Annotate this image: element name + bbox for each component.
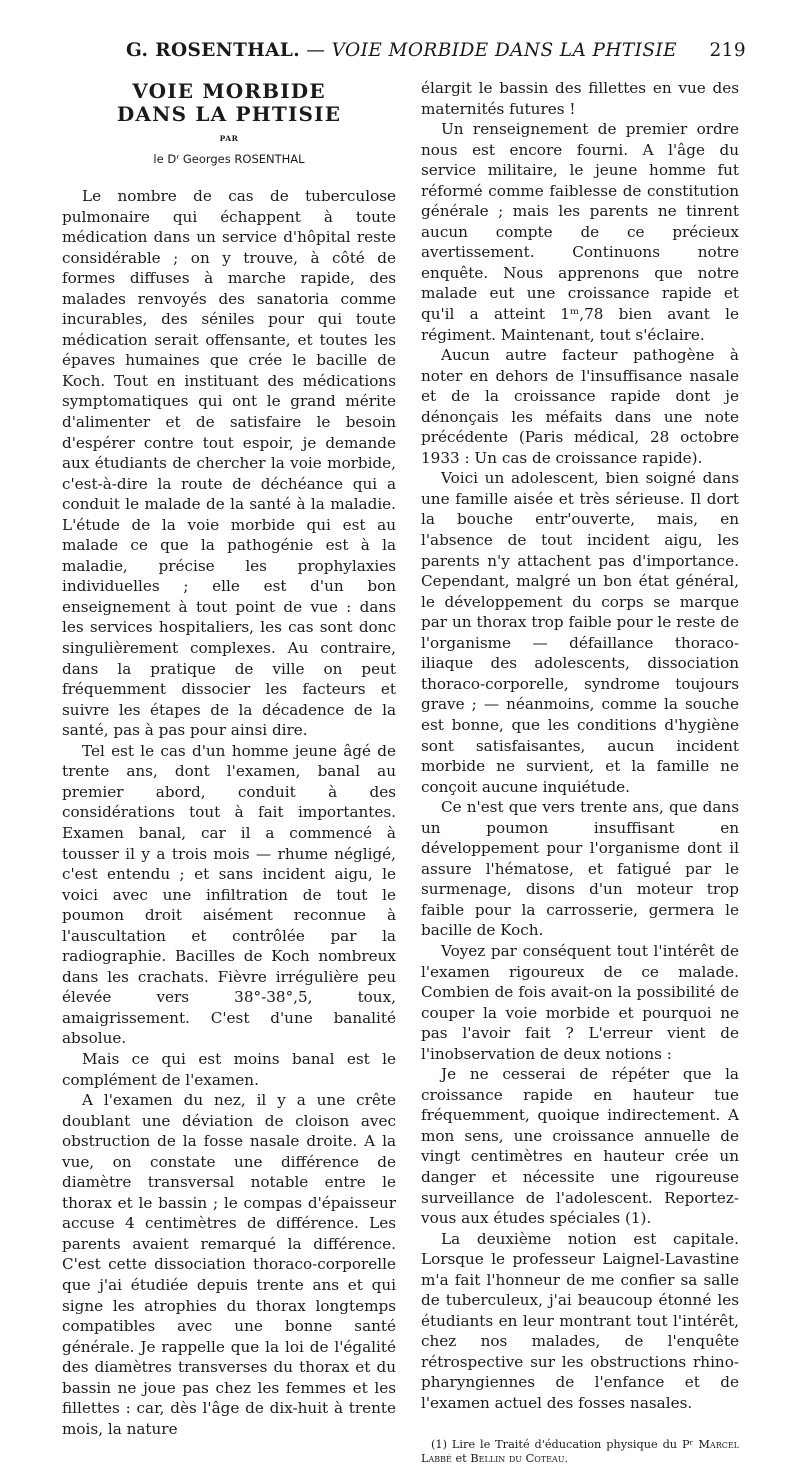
footnote-end: . — [564, 1452, 569, 1466]
paragraph: Ce n'est que vers trente ans, que dans un poumon insuffisant en développement pour l'organisme dont il assure l'hématose, et fatigué par le surmenage, disons d'un moteur trop faible pour la carrosserie, germera le bacille de Koch. — [421, 798, 739, 940]
paragraph: Voyez par conséquent tout l'intérêt de l'examen rigoureux de ce malade. Combien de fois avait-on la possibilité de couper la voie morbide et pourquoi ne pas l'avoir fait ? L'erreur vient de l'inobservation de deux notions : — [421, 941, 739, 1063]
paragraph: Un renseignement de premier ordre nous est encore fourni. A l'âge du service militaire, le jeune homme fut réformé comme faiblesse de constitution générale ; mais les parents ne tinrent aucun compte de ce précieux avertissement. Continuons notre enquête. Nous apprenons que notre malade eut une croissance rapide et qu'il a atteint 1ᵐ,78 bien avant le régiment. Maintenant, tout s'éclaire. — [421, 120, 739, 344]
paragraph: Voici un adolescent, bien soigné dans une famille aisée et très sérieuse. Il dort la bouche entr'ouverte, mais, en l'absence de tout incident aigu, les parents n'y attachent pas d'importance. Cependant, malgré un bon état général, le développement du corps se marque par un thorax trop faible pour le reste de l'organisme — défaillance thoraco-iliaque des adolescents, dissociation thoraco-corporelle, syndrome toujours grave ; — néanmoins, comme la souche est bonne, que les conditions d'hygiène sont satisfaisantes, aucun incident morbide ne survient, et la famille ne conçoit aucune inquiétude. — [421, 469, 739, 796]
paragraph: Je ne cesserai de répéter que la croissance rapide en hauteur tue fréquemment, quoique indirectement. A mon sens, une croissance annuelle de vingt centimètres en hauteur crée un danger et nécessite une rigoureuse surveillance de l'adolescent. Reportez-vous aux études spéciales (1). — [421, 1065, 739, 1228]
paragraph: La deuxième notion est capitale. Lorsque le professeur Laignel-Lavastine m'a fait l'honneur de me confier sa salle de tuberculeux, j'ai beaucoup étonné les étudiants en leur montrant tout l'intérêt, chez nos malades, de l'enquête rétrospective sur les obstructions rhino-pharyngiennes de l'enfance et de l'examen actuel des fosses nasales. — [421, 1229, 739, 1412]
byline-par: PAR — [219, 134, 239, 143]
footnote-marker: (1) — [431, 1437, 448, 1451]
left-column — [62, 78, 396, 1439]
article-title-line-1: VOIE MORBIDE — [132, 79, 326, 103]
paragraph: Mais ce qui est moins banal est le complément de l'examen. — [62, 1049, 396, 1089]
article-title-line-2: DANS LA PHTISIE — [116, 102, 342, 126]
running-head-title: VOIE MORBIDE DANS LA PHTISIE — [331, 40, 678, 61]
right-column — [421, 78, 739, 1467]
footnote-author-1: Marcel Labbé — [421, 1437, 739, 1466]
running-head-author: G. ROSENTHAL. — [126, 40, 301, 61]
page-number: 219 — [709, 40, 746, 61]
footnote — [421, 1438, 739, 1467]
article-title — [62, 80, 396, 126]
running-head — [126, 40, 746, 66]
footnote-conjunction: et — [455, 1452, 467, 1466]
paragraph: Tel est le cas d'un homme jeune âgé de trente ans, dont l'examen, banal au premier abord, conduit à des considérations tout à fait importantes. Examen banal, car il a commencé à tousser il y a trois mois — rhume négligé, c'est entendu ; et sans incident aigu, le voici avec une infiltration de tout le poumon droit aisément reconnue à l'auscultation et contrôlée par la radiographie. Bacilles de Koch nombreux dans les crachats. Fièvre irrégulière peu élevée vers 38°-38°,5, toux, amaigrissement. C'est d'une banalité absolue. — [62, 741, 396, 1048]
paragraph: Aucun autre facteur pathogène à noter en dehors de l'insuffisance nasale et de la croissance rapide dont je dénonçais les méfaits dans une note précédente (Paris médical, 28 octobre 1933 : Un cas de croissance rapide). — [421, 346, 739, 467]
footnote-author-2: Bellin du Coteau — [470, 1452, 565, 1466]
footnote-text: Lire le Traité d'éducation physique du Pʳ — [451, 1437, 694, 1451]
paragraph: Le nombre de cas de tuberculose pulmonaire qui échappent à toute médication dans un service d'hôpital reste considérable ; on y trouve, à côté de formes diffuses à marche rapide, des malades renvoyés des sanatoria comme incurables, des séniles pour qui toute médication serait offensante, et toutes les épaves humaines que crée le bacille de Koch. Tout en instituant des médications symptomatiques qui ont le grand mérite d'alimenter et de satisfaire le besoin d'espérer contre tout espoir, je demande aux étudiants de chercher la voie morbide, c'est-à-dire la route de déchéance qui a conduit le malade de la santé à la maladie. L'étude de la voie morbide qui est au malade ce que la pathogénie est à la maladie, précise les prophylaxies individuelles ; elle est d'un bon enseignement à tout point de vue : dans les services hospitaliers, les cas sont donc singulièrement complexes. Au contraire, dans la pratique de ville on peut fréquemment dissocier les facteurs et suivre les étapes de la décadence de la santé, pas à pas pour ainsi dire. — [62, 187, 396, 740]
paragraph: A l'examen du nez, il y a une crête doublant une déviation de cloison avec obstruction de la fosse nasale droite. A la vue, on constate une différence de diamètre transversal notable entre le thorax et le bassin ; le compas d'épaisseur accuse 4 centimètres de différence. Les parents avaient remarqué la différence. C'est cette dissociation thoraco-corporelle que j'ai étudiée depuis trente ans et qui signe les atrophies du thorax longtemps compatibles avec une bonne santé générale. Je rappelle que la loi de l'égalité des diamètres transverses du thorax et du bassin ne joue pas chez les femmes et les fillettes : car, dès l'âge de dix-huit à trente mois, la nature — [62, 1091, 396, 1438]
paragraph-continued: élargit le bassin des fillettes en vue des maternités futures ! — [421, 79, 739, 118]
byline-author: le Dʳ Georges ROSENTHAL — [153, 152, 305, 166]
running-head-dash: — — [306, 40, 326, 61]
